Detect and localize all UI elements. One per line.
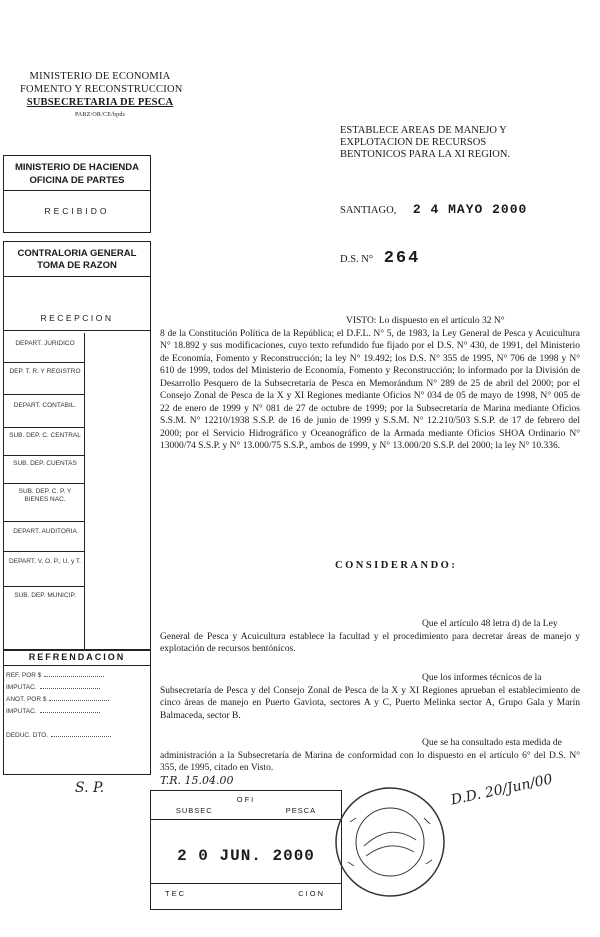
contraloria-subtitle: TOMA DE RAZON [37,260,117,271]
hacienda-office: OFICINA DE PARTES [29,175,125,186]
reception-row: DEPART. JURIDICO [15,340,75,347]
hacienda-status: RECIBIDO [44,206,110,216]
considerando-paragraph [160,672,580,722]
subject-line: BENTONICOS PARA LA XI REGION. [340,149,511,160]
decree-number-label: D.S. N° [340,254,374,265]
date-place: SANTIAGO, [340,205,397,216]
stamp-date: 2 0 JUN. 2000 [177,847,315,865]
date-stamp: 2 4 MAYO 2000 [412,202,528,217]
stamp-office: OFI [236,795,256,804]
ref-row: IMPUTAC. [6,684,100,691]
paragraph-body: administración a la Subsecretaría de Marina de conformidad con lo dispuesto en el artículo 6° del D.S. N° 355, de 1995, citado en Visto. [160,750,580,773]
paragraph-body: Subsecretaría de Pesca y del Consejo Zonal de Pesca de la X y XI Regiones aprueban el establecimiento de cinco áreas de manejo en Puerto Gaviota, sectores A y C, Puerto Melinka sector A, Grupo Gala y Marín Balmaceda, sector B. [160,685,580,721]
stamp-bottom-left: TEC [165,889,186,898]
paragraph-body: General de Pesca y Acuicultura establece la facultad y el procedimiento para decretar áreas de manejo y explotación de recursos bentónicos. [160,631,580,654]
paragraph-first-line: Que los informes técnicos de la [422,673,542,683]
visto-first-line: VISTO: Lo dispuesto en el artículo 32 N° [346,316,505,326]
subsecretaria-name: SUBSECRETARIA DE PESCA [26,97,174,108]
decree-date [340,202,527,217]
considerando-paragraph [160,737,580,775]
stamp-subsec: SUBSEC PESCA [175,806,317,815]
refrendacion-label: REFRENDACION [28,652,126,662]
handwritten-initials: D.D. 20/Jun/00 [449,771,555,809]
reception-row: SUB. DEP. MUNICIP. [14,592,76,599]
ref-row: DEDUC. DTO. [6,732,111,739]
contraloria-stamp-box [3,241,151,650]
decree-number [340,249,420,268]
handwritten-sp: S. P. [75,780,105,796]
ref-row: REF. POR $ [6,672,104,679]
reception-row: DEPART. V. O. P., U. y T. [9,558,81,565]
hacienda-stamp-box [3,155,151,233]
reception-row: DEPART. CONTABIL. [13,402,77,409]
subject-line: ESTABLECE AREAS DE MANEJO Y [340,125,507,136]
considerando-paragraph [160,618,580,656]
reception-row: SUB. DEP. CUENTAS [13,460,77,467]
ministry-subtitle: FOMENTO Y RECONSTRUCCION [20,84,183,95]
considerando-heading: CONSIDERANDO: [335,560,458,571]
ref-row: ANOT. POR $ [6,696,109,703]
ministry-name: MINISTERIO DE ECONOMIA [29,71,171,82]
reception-row: DEP. T. R. Y REGISTRO [9,368,81,375]
visto-body: 8 de la Constitución Política de la República; el D.F.L. N° 5, de 1983, la Ley General de Pesca y Acuicultura N° 18.892 y sus modificaciones, cuyo texto refundido fue fijado por el D.S. N° 430, de 1991, del Ministerio de Economía, Fomento y Reconstrucción; la ley N° 19.492; los D.S. N° 355 de 1995, N° 706 de 1998 y N° 610 de 1999, todos del Ministerio de Economía, Fomento y Reconstrucción; lo informado por la División de Desarrollo Pesquero de la Subsecretaría de Pesca en Memorándum N° 289 de 25 de abril del 2000; por el Consejo Zonal de Pesca de la X y XI Regiones mediante Oficios N° 034 de 05 de mayo de 1998, N° 005 de 22 de enero de 1999 y N° 081 de 27 de octubre de 1999; por la Subsecretaría de Marina mediante Oficios S.S.M. N° 12210/1938 S.S.P. de 16 de junio de 1999 y S.S.M. N° 12.210/503 S.S.P. de 17 de febrero del 2000; por el Servicio Hidrográfico y Oceanográfico de la Armada mediante Oficios SHOA Ordinario N° 13000/74 S.S.P. y N° 13.000/75 S.S.P., ambos de 1999, y N° 13.000/20 S.S.P. del 2000; la ley N° 10.336. [160,328,580,451]
reception-label: RECEPCION [40,313,114,323]
reception-stamp [150,790,342,910]
reception-row: SUB. DEP. C. P. Y BIENES NAC. [18,488,72,503]
stamp-bottom-right: CION [298,889,325,898]
reference-code: PARZ/OR/CE/bpds [74,112,126,118]
subject-line: EXPLOTACION DE RECURSOS [340,137,487,148]
reception-row: DEPART. AUDITORIA [13,528,77,535]
ref-row: IMPUTAC. [6,708,100,715]
paragraph-first-line: Que se ha consultado esta medida de [422,738,562,748]
contraloria-title: CONTRALORIA GENERAL [17,248,137,259]
decree-subject [340,125,540,161]
reception-row: SUB. DEP. C. CENTRAL [9,432,81,439]
paragraph-first-line: Que el artículo 48 letra d) de la Ley [422,619,558,629]
decree-number-value: 264 [383,249,421,268]
official-seal-icon [330,782,450,902]
ministry-header [20,70,183,122]
refrendacion-box [3,648,151,775]
visto-section [160,315,580,453]
hacienda-title: MINISTERIO DE HACIENDA [14,162,140,173]
handwritten-tr-date: T.R. 15.04.00 [160,774,234,787]
